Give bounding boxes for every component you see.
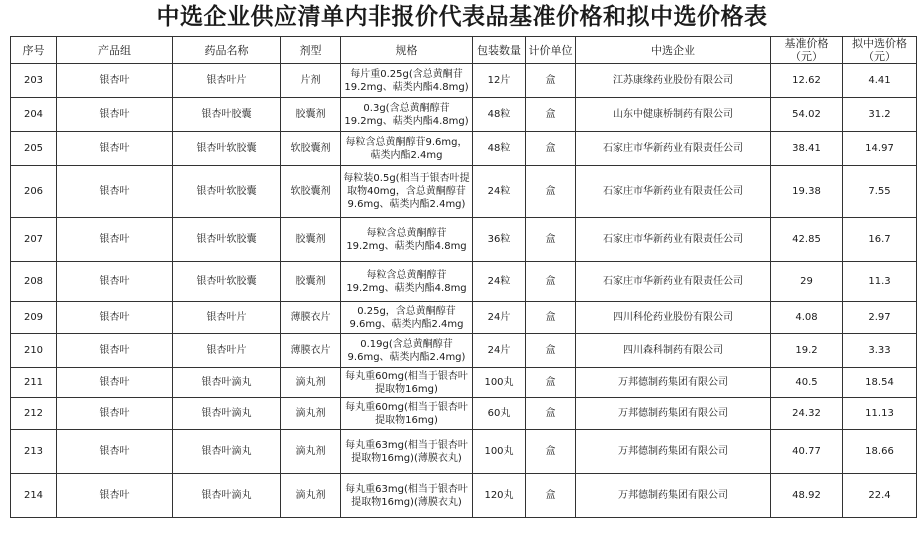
company-name: 万邦德制药集团有限公司 [576,398,771,430]
company-name: 万邦德制药集团有限公司 [576,430,771,474]
company-name: 石家庄市华新药业有限责任公司 [576,218,771,262]
pricing-unit: 盒 [526,334,576,368]
product-group: 银杏叶 [57,368,173,398]
row-number: 209 [11,302,57,334]
drug-name: 银杏叶片 [173,334,281,368]
product-group: 银杏叶 [57,64,173,98]
row-number: 206 [11,166,57,218]
column-header: 拟中选价格（元） [843,37,917,64]
pricing-unit: 盒 [526,398,576,430]
pricing-unit: 盒 [526,166,576,218]
table-row [11,262,917,302]
dosage-form: 胶囊剂 [281,262,341,302]
row-number: 211 [11,368,57,398]
row-number: 207 [11,218,57,262]
table-row [11,132,917,166]
proposed-price: 18.66 [843,430,917,474]
row-number: 204 [11,98,57,132]
drug-name: 银杏叶片 [173,302,281,334]
specification: 0.19g(含总黄酮醇苷9.6mg、萜类内酯2.4mg) [341,334,473,368]
product-group: 银杏叶 [57,474,173,518]
dosage-form: 薄膜衣片 [281,302,341,334]
pricing-unit: 盒 [526,132,576,166]
row-number: 212 [11,398,57,430]
proposed-price: 3.33 [843,334,917,368]
specification: 0.25g，含总黄酮醇苷9.6mg、萜类内酯2.4mg [341,302,473,334]
proposed-price: 2.97 [843,302,917,334]
drug-name: 银杏叶软胶囊 [173,166,281,218]
specification: 每粒含总黄酮醇苷19.2mg、萜类内酯4.8mg [341,218,473,262]
column-header: 产品组 [57,37,173,64]
proposed-price: 31.2 [843,98,917,132]
base-price: 12.62 [771,64,843,98]
product-group: 银杏叶 [57,166,173,218]
package-quantity: 24片 [473,334,526,368]
pricing-unit: 盒 [526,98,576,132]
pricing-unit: 盒 [526,368,576,398]
drug-name: 银杏叶软胶囊 [173,132,281,166]
company-name: 石家庄市华新药业有限责任公司 [576,262,771,302]
product-group: 银杏叶 [57,98,173,132]
drug-name: 银杏叶软胶囊 [173,218,281,262]
dosage-form: 软胶囊剂 [281,132,341,166]
drug-name: 银杏叶片 [173,64,281,98]
base-price: 29 [771,262,843,302]
row-number: 214 [11,474,57,518]
pricing-unit: 盒 [526,262,576,302]
package-quantity: 24粒 [473,262,526,302]
column-header: 剂型 [281,37,341,64]
company-name: 石家庄市华新药业有限责任公司 [576,132,771,166]
base-price: 4.08 [771,302,843,334]
table-header-row [11,37,917,64]
drug-name: 银杏叶滴丸 [173,368,281,398]
column-header: 规格 [341,37,473,64]
base-price: 24.32 [771,398,843,430]
dosage-form: 胶囊剂 [281,218,341,262]
company-name: 山东中健康桥制药有限公司 [576,98,771,132]
column-header: 计价单位 [526,37,576,64]
proposed-price: 7.55 [843,166,917,218]
package-quantity: 36粒 [473,218,526,262]
pricing-unit: 盒 [526,430,576,474]
pricing-unit: 盒 [526,302,576,334]
table-row [11,430,917,474]
table-row [11,302,917,334]
dosage-form: 滴丸剂 [281,368,341,398]
base-price: 19.2 [771,334,843,368]
table-row [11,368,917,398]
specification: 每丸重63mg(相当于银杏叶提取物16mg)(薄膜衣丸) [341,474,473,518]
row-number: 208 [11,262,57,302]
base-price: 40.5 [771,368,843,398]
row-number: 213 [11,430,57,474]
row-number: 203 [11,64,57,98]
package-quantity: 24粒 [473,166,526,218]
column-header: 序号 [11,37,57,64]
specification: 每丸重60mg(相当于银杏叶提取物16mg) [341,368,473,398]
price-table [10,36,917,518]
product-group: 银杏叶 [57,132,173,166]
package-quantity: 12片 [473,64,526,98]
package-quantity: 100丸 [473,368,526,398]
table-row [11,166,917,218]
dosage-form: 胶囊剂 [281,98,341,132]
specification: 每粒含总黄酮醇苷9.6mg，萜类内酯2.4mg [341,132,473,166]
package-quantity: 48粒 [473,132,526,166]
base-price: 40.77 [771,430,843,474]
product-group: 银杏叶 [57,262,173,302]
proposed-price: 14.97 [843,132,917,166]
table-row [11,334,917,368]
dosage-form: 软胶囊剂 [281,166,341,218]
row-number: 210 [11,334,57,368]
package-quantity: 48粒 [473,98,526,132]
package-quantity: 120丸 [473,474,526,518]
drug-name: 银杏叶胶囊 [173,98,281,132]
pricing-unit: 盒 [526,474,576,518]
company-name: 四川科伦药业股份有限公司 [576,302,771,334]
package-quantity: 60丸 [473,398,526,430]
table-row [11,474,917,518]
proposed-price: 11.13 [843,398,917,430]
specification: 每粒含总黄酮醇苷19.2mg、萜类内酯4.8mg [341,262,473,302]
specification: 每片重0.25g(含总黄酮苷19.2mg、萜类内酯4.8mg) [341,64,473,98]
base-price: 48.92 [771,474,843,518]
specification: 0.3g(含总黄酮醇苷19.2mg、萜类内酯4.8mg) [341,98,473,132]
proposed-price: 16.7 [843,218,917,262]
column-header: 中选企业 [576,37,771,64]
pricing-unit: 盒 [526,64,576,98]
company-name: 万邦德制药集团有限公司 [576,368,771,398]
drug-name: 银杏叶软胶囊 [173,262,281,302]
document-title: 中选企业供应清单内非报价代表品基准价格和拟中选价格表 [156,3,768,30]
base-price: 19.38 [771,166,843,218]
dosage-form: 滴丸剂 [281,430,341,474]
pricing-unit: 盒 [526,218,576,262]
proposed-price: 4.41 [843,64,917,98]
company-name: 江苏康缘药业股份有限公司 [576,64,771,98]
product-group: 银杏叶 [57,334,173,368]
product-group: 银杏叶 [57,430,173,474]
specification: 每丸重60mg(相当于银杏叶提取物16mg) [341,398,473,430]
table-row [11,218,917,262]
table-row [11,98,917,132]
company-name: 万邦德制药集团有限公司 [576,474,771,518]
table-row [11,398,917,430]
row-number: 205 [11,132,57,166]
product-group: 银杏叶 [57,398,173,430]
table-body [11,64,917,518]
company-name: 四川森科制药有限公司 [576,334,771,368]
dosage-form: 滴丸剂 [281,398,341,430]
column-header: 药品名称 [173,37,281,64]
column-header: 基准价格（元） [771,37,843,64]
product-group: 银杏叶 [57,302,173,334]
base-price: 54.02 [771,98,843,132]
company-name: 石家庄市华新药业有限责任公司 [576,166,771,218]
drug-name: 银杏叶滴丸 [173,430,281,474]
proposed-price: 18.54 [843,368,917,398]
table-row [11,64,917,98]
specification: 每粒装0.5g(相当于银杏叶提取物40mg，含总黄酮醇苷9.6mg、萜类内酯2.4mg) [341,166,473,218]
drug-name: 银杏叶滴丸 [173,398,281,430]
proposed-price: 11.3 [843,262,917,302]
package-quantity: 24片 [473,302,526,334]
dosage-form: 滴丸剂 [281,474,341,518]
base-price: 42.85 [771,218,843,262]
product-group: 银杏叶 [57,218,173,262]
drug-name: 银杏叶滴丸 [173,474,281,518]
proposed-price: 22.4 [843,474,917,518]
dosage-form: 片剂 [281,64,341,98]
specification: 每丸重63mg(相当于银杏叶提取物16mg)(薄膜衣丸) [341,430,473,474]
dosage-form: 薄膜衣片 [281,334,341,368]
base-price: 38.41 [771,132,843,166]
package-quantity: 100丸 [473,430,526,474]
column-header: 包装数量 [473,37,526,64]
